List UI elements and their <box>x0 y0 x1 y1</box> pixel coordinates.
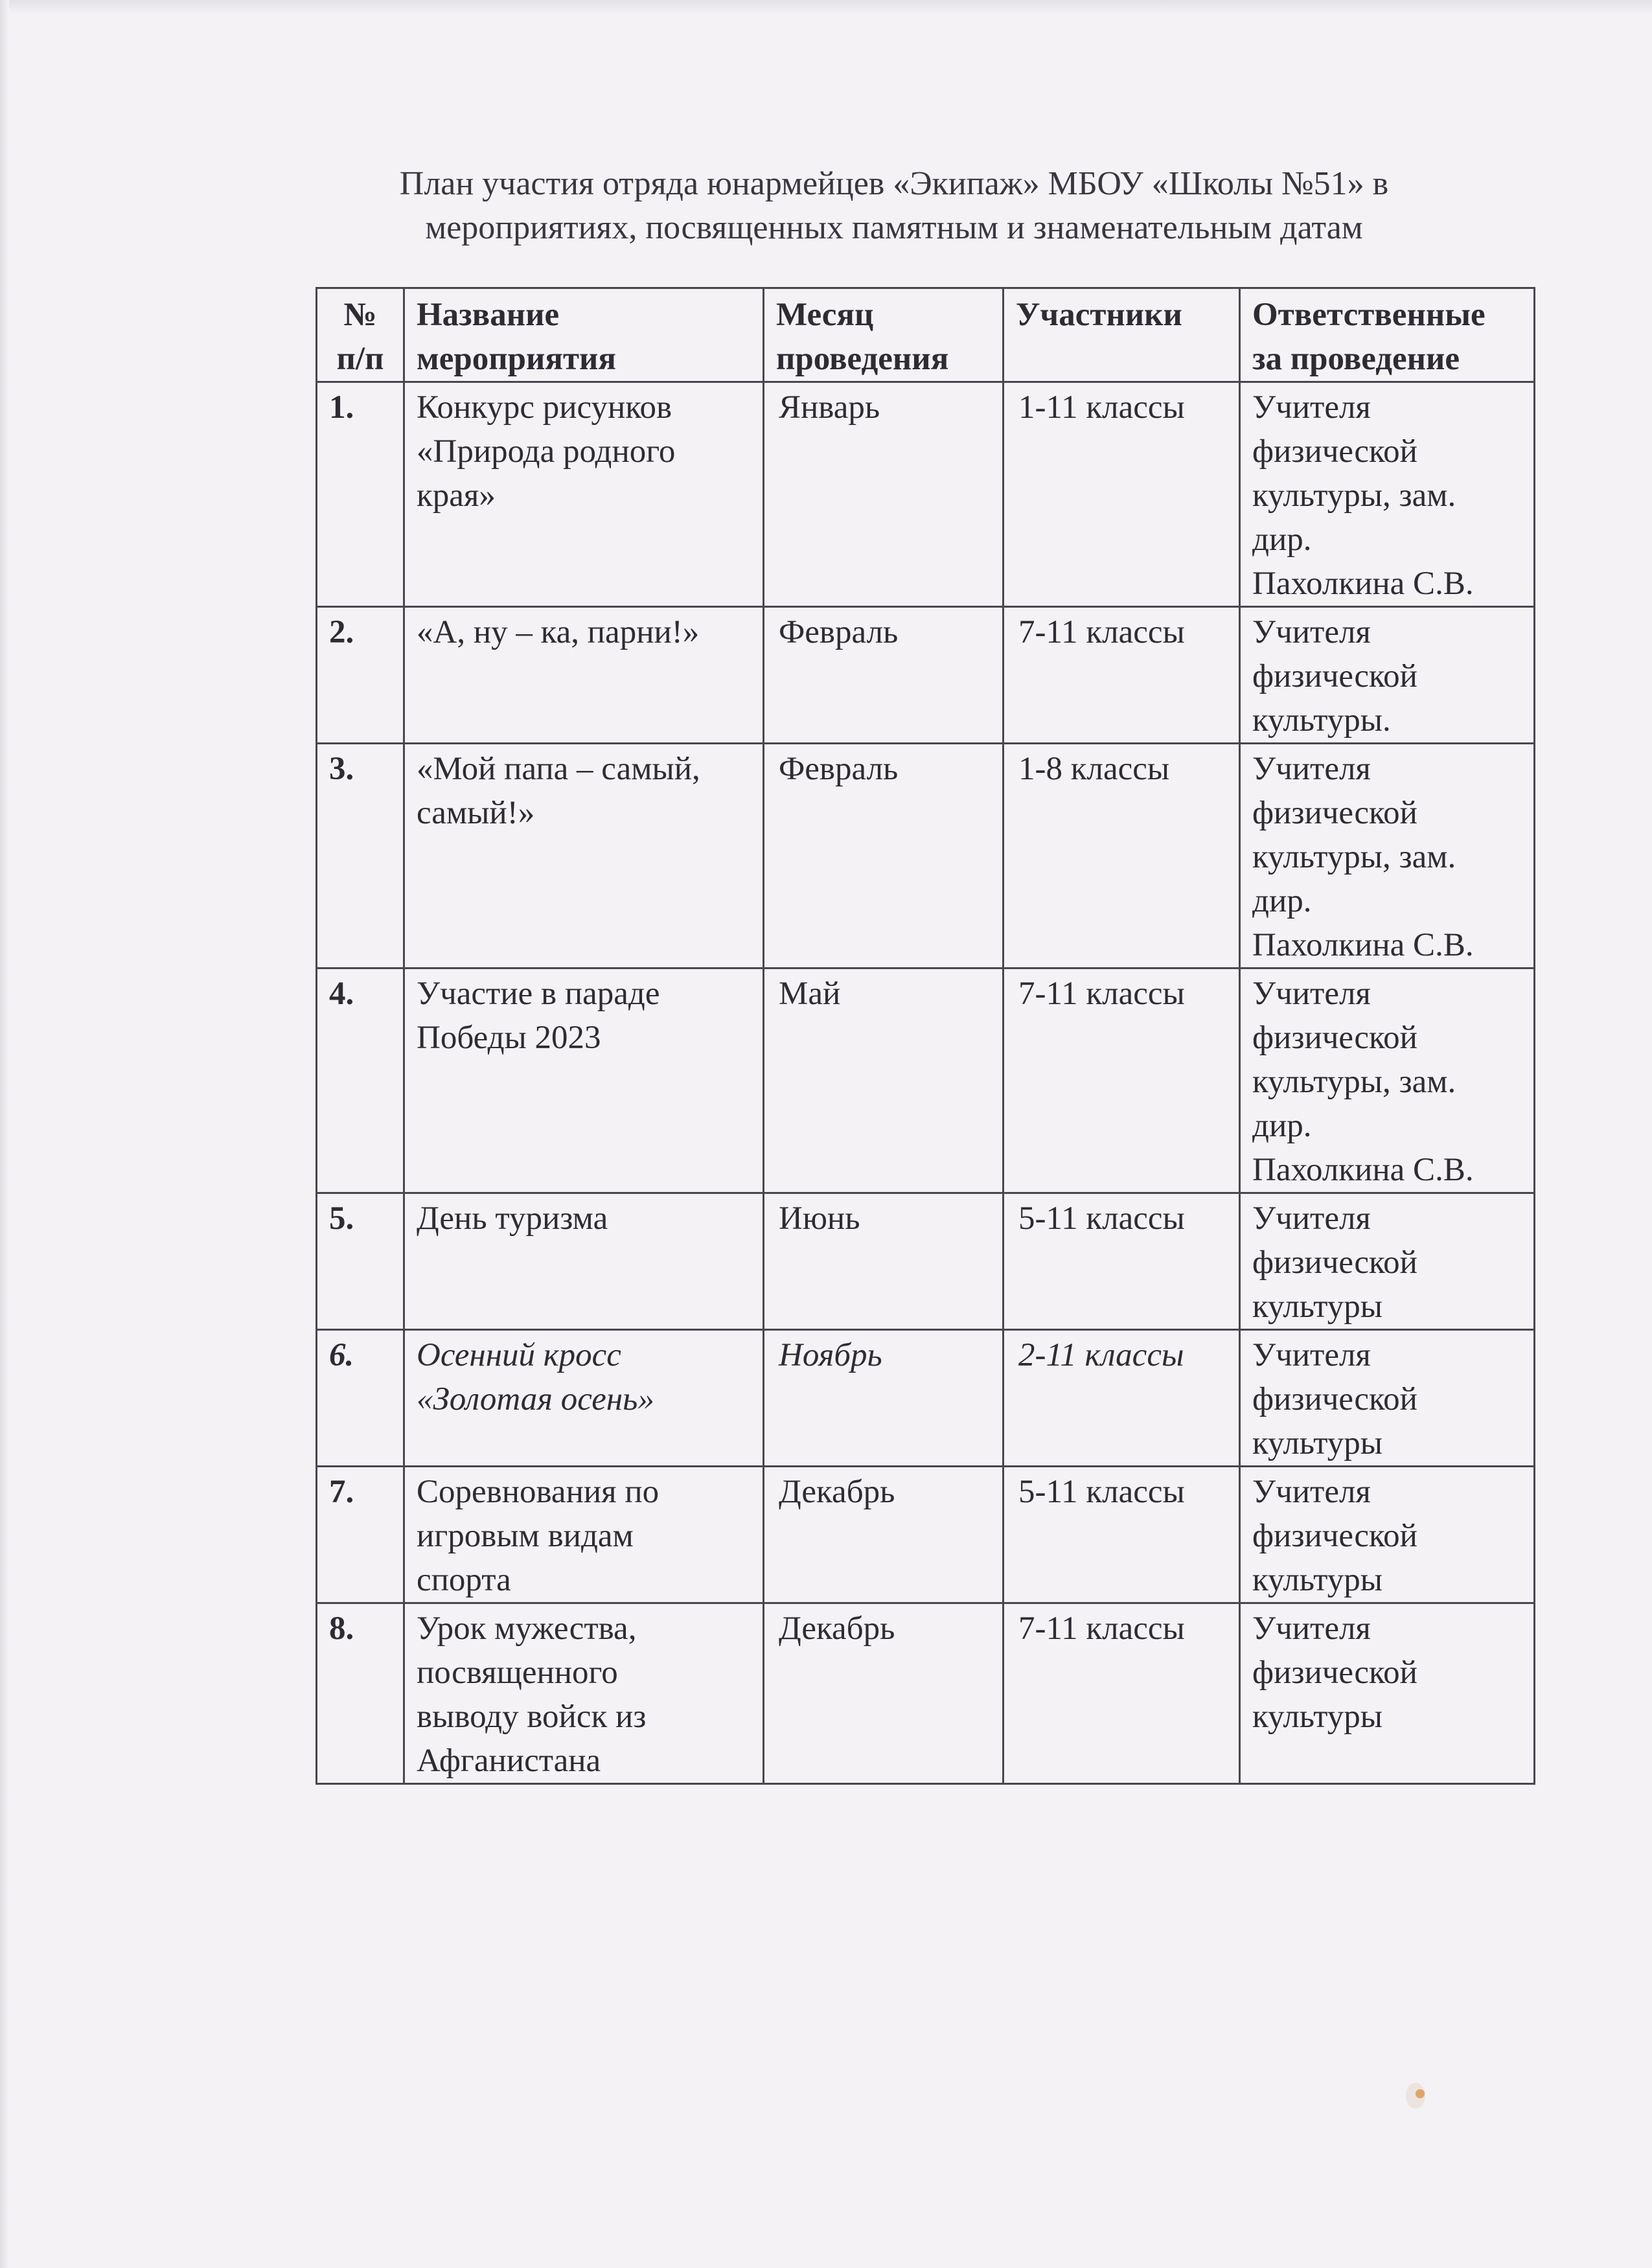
cell-event-name <box>404 744 764 968</box>
cell-month: Февраль <box>764 607 1004 744</box>
title-line-2: мероприятиях, посвященных памятным и знаменательным датам <box>425 209 1363 246</box>
cell-participants: 1-8 классы <box>1004 744 1240 968</box>
event-name-line: Афганистана <box>417 1743 601 1779</box>
cell-responsible <box>1240 1193 1535 1330</box>
cell-participants: 5-11 классы <box>1004 1193 1240 1330</box>
event-name-line: игровым видам <box>417 1518 634 1554</box>
event-name-line: «Мой папа – самый, <box>417 751 700 787</box>
responsible-line: Учителя <box>1252 1200 1371 1237</box>
event-name-line: выводу войск из <box>417 1699 647 1735</box>
responsible-line: культуры. <box>1252 702 1391 739</box>
cell-participants: 7-11 классы <box>1004 1603 1240 1784</box>
responsible-line: Пахолкина С.В. <box>1252 1152 1474 1188</box>
event-name-line: «А, ну – ка, парни!» <box>417 614 700 650</box>
responsible-line: культуры <box>1252 1425 1382 1461</box>
cell-month: Ноябрь <box>764 1330 1004 1467</box>
cell-event-name <box>404 1603 764 1784</box>
responsible-line: физической <box>1252 433 1417 470</box>
event-name-line: «Золотая осень» <box>417 1381 654 1417</box>
table-body <box>317 382 1535 1784</box>
cell-participants: 5-11 классы <box>1004 1467 1240 1603</box>
cell-month: Январь <box>764 382 1004 607</box>
cell-responsible <box>1240 1330 1535 1467</box>
cell-month: Май <box>764 968 1004 1193</box>
cell-num: 5. <box>317 1193 404 1330</box>
event-name-line: Конкурс рисунков <box>417 389 672 426</box>
cell-num: 2. <box>317 607 404 744</box>
event-name-line: Осенний кросс <box>417 1337 621 1373</box>
document-title <box>311 162 1477 250</box>
responsible-line: Учителя <box>1252 614 1371 650</box>
responsible-line: Учителя <box>1252 389 1371 426</box>
header-line: Ответственные <box>1252 297 1486 333</box>
event-name-line: спорта <box>417 1562 511 1598</box>
responsible-line: Учителя <box>1252 976 1371 1012</box>
paper-spot <box>1416 2089 1425 2098</box>
header-month <box>764 288 1004 382</box>
cell-participants: 7-11 классы <box>1004 607 1240 744</box>
table-row <box>317 1603 1535 1784</box>
cell-num: 3. <box>317 744 404 968</box>
responsible-line: культуры <box>1252 1562 1382 1598</box>
cell-responsible <box>1240 744 1535 968</box>
scan-shadow-left <box>0 0 9 2268</box>
cell-responsible <box>1240 968 1535 1193</box>
cell-event-name <box>404 382 764 607</box>
cell-responsible <box>1240 607 1535 744</box>
header-line: за проведение <box>1252 341 1460 377</box>
cell-event-name <box>404 607 764 744</box>
cell-event-name <box>404 1193 764 1330</box>
header-line: мероприятия <box>417 341 616 377</box>
responsible-line: Пахолкина С.В. <box>1252 566 1474 602</box>
header-num <box>317 288 404 382</box>
header-line: проведения <box>776 341 949 377</box>
header-participants <box>1004 288 1240 382</box>
responsible-line: Учителя <box>1252 1610 1371 1647</box>
cell-event-name <box>404 1467 764 1603</box>
cell-month: Декабрь <box>764 1467 1004 1603</box>
cell-month: Февраль <box>764 744 1004 968</box>
cell-num: 7. <box>317 1467 404 1603</box>
event-name-line: посвященного <box>417 1655 618 1691</box>
event-name-line: «Природа родного <box>417 433 676 470</box>
cell-responsible <box>1240 1603 1535 1784</box>
responsible-line: физической <box>1252 795 1417 831</box>
header-line: п/п <box>336 341 384 377</box>
cell-participants: 2-11 классы <box>1004 1330 1240 1467</box>
cell-num: 8. <box>317 1603 404 1784</box>
cell-num: 6. <box>317 1330 404 1467</box>
responsible-line: дир. <box>1252 883 1312 919</box>
responsible-line: физической <box>1252 658 1417 694</box>
table-row <box>317 382 1535 607</box>
event-name-line: Соревнования по <box>417 1474 660 1510</box>
header-line: Название <box>417 297 560 333</box>
table-row <box>317 968 1535 1193</box>
event-name-line: края» <box>417 477 496 514</box>
header-responsible <box>1240 288 1535 382</box>
cell-month: Декабрь <box>764 1603 1004 1784</box>
event-name-line: Урок мужества, <box>417 1610 637 1647</box>
responsible-line: физической <box>1252 1518 1417 1554</box>
header-line: Участники <box>1016 297 1182 333</box>
title-line-1: План участия отряда юнармейцев «Экипаж» МБОУ «Школы №51» в <box>399 165 1389 202</box>
event-name-line: самый!» <box>417 795 535 831</box>
table-row <box>317 1330 1535 1467</box>
cell-month: Июнь <box>764 1193 1004 1330</box>
cell-responsible <box>1240 1467 1535 1603</box>
responsible-line: культуры, зам. <box>1252 839 1456 875</box>
header-line: Месяц <box>776 297 874 333</box>
events-plan-table <box>315 287 1535 1785</box>
table-row <box>317 1467 1535 1603</box>
responsible-line: физической <box>1252 1020 1417 1056</box>
event-name-line: День туризма <box>417 1200 608 1237</box>
responsible-line: культуры <box>1252 1289 1382 1325</box>
header-line: № <box>343 297 377 333</box>
responsible-line: дир. <box>1252 521 1312 558</box>
cell-responsible <box>1240 382 1535 607</box>
cell-num: 4. <box>317 968 404 1193</box>
cell-participants: 1-11 классы <box>1004 382 1240 607</box>
header-name <box>404 288 764 382</box>
cell-participants: 7-11 классы <box>1004 968 1240 1193</box>
table-row <box>317 1193 1535 1330</box>
cell-event-name <box>404 968 764 1193</box>
responsible-line: Учителя <box>1252 751 1371 787</box>
responsible-line: Пахолкина С.В. <box>1252 927 1474 963</box>
table-row <box>317 744 1535 968</box>
scan-shadow-top <box>0 0 1652 14</box>
responsible-line: физической <box>1252 1655 1417 1691</box>
event-name-line: Победы 2023 <box>417 1020 601 1056</box>
responsible-line: культуры, зам. <box>1252 1064 1456 1100</box>
responsible-line: физической <box>1252 1244 1417 1281</box>
responsible-line: Учителя <box>1252 1474 1371 1510</box>
event-name-line: Участие в параде <box>417 976 660 1012</box>
responsible-line: культуры <box>1252 1699 1382 1735</box>
cell-num: 1. <box>317 382 404 607</box>
responsible-line: дир. <box>1252 1108 1312 1144</box>
responsible-line: культуры, зам. <box>1252 477 1456 514</box>
responsible-line: Учителя <box>1252 1337 1371 1373</box>
table-header-row <box>317 288 1535 382</box>
cell-event-name <box>404 1330 764 1467</box>
table-row <box>317 607 1535 744</box>
responsible-line: физической <box>1252 1381 1417 1417</box>
